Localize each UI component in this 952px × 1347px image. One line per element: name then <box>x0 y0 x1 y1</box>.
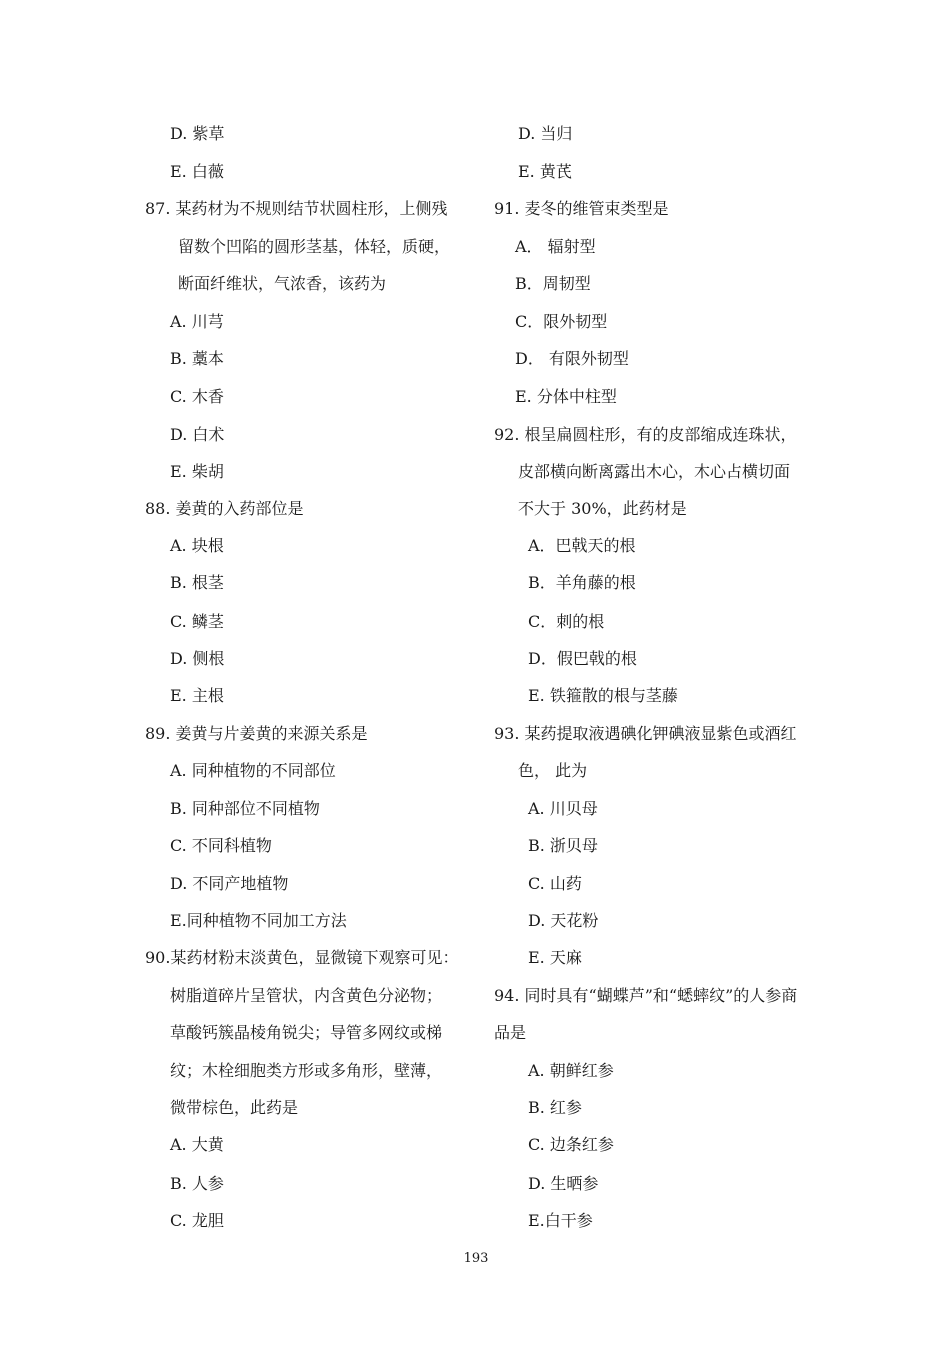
q94-option-a: A. 朝鲜红参 <box>528 1061 614 1080</box>
q92-stem-line: 不大于 30%，此药材是 <box>518 499 687 518</box>
q87-option-e: E. 柴胡 <box>170 462 224 481</box>
q91-option-c: C．限外韧型 <box>515 312 608 331</box>
q93-stem-line: 93. 某药提取液遇碘化钾碘液显紫色或酒红 <box>494 724 797 743</box>
q89-stem-line: 89. 姜黄与片姜黄的来源关系是 <box>145 724 368 743</box>
q89-option-e: E.同种植物不同加工方法 <box>170 911 347 930</box>
q94-option-b: B. 红参 <box>528 1098 582 1117</box>
q90-stem-line: 纹；木栓细胞类方形或多角形，壁薄， <box>170 1061 443 1080</box>
q90-option-e: E. 黄芪 <box>518 162 572 181</box>
q91-option-b: B．周韧型 <box>515 274 591 293</box>
q94-stem-line: 94. 同时具有“蝴蝶芦”和“蟋蟀纹”的人参商 <box>494 986 798 1005</box>
q90-stem-line: 草酸钙簇晶棱角锐尖；导管多网纹或梯 <box>170 1023 443 1042</box>
q90-option-c: C. 龙胆 <box>170 1211 224 1230</box>
q89-option-d: D. 不同产地植物 <box>170 874 289 893</box>
q88-option-c: C. 鳞茎 <box>170 612 224 631</box>
q87-stem-line: 87. 某药材为不规则结节状圆柱形，上侧残 <box>145 199 448 218</box>
q94-option-d: D. 生晒参 <box>528 1174 599 1193</box>
q89-option-c: C. 不同科植物 <box>170 836 272 855</box>
q90-option-b: B. 人参 <box>170 1174 224 1193</box>
q92-option-c: C．刺的根 <box>528 612 605 631</box>
q91-option-d: D． 有限外韧型 <box>515 349 629 368</box>
q92-stem-line: 皮部横向断离露出木心，木心占横切面 <box>518 462 791 481</box>
q86-option-d: D. 紫草 <box>170 124 225 143</box>
q87-stem-line: 留数个凹陷的圆形茎基，体轻，质硬， <box>178 237 451 256</box>
q88-option-b: B. 根茎 <box>170 573 224 592</box>
q90-option-d: D. 当归 <box>518 124 573 143</box>
q87-stem-line: 断面纤维状，气浓香，该药为 <box>178 274 387 293</box>
q87-option-d: D. 白术 <box>170 425 225 444</box>
q87-option-b: B. 藁本 <box>170 349 224 368</box>
q94-stem-line: 品是 <box>494 1023 527 1042</box>
q90-stem-line: 微带棕色，此药是 <box>170 1098 299 1117</box>
q91-stem-line: 91. 麦冬的维管束类型是 <box>494 199 669 218</box>
q88-option-e: E. 主根 <box>170 686 224 705</box>
q92-stem-line: 92. 根呈扁圆柱形，有的皮部缩成连珠状， <box>494 425 797 444</box>
page-number: 193 <box>463 1251 489 1266</box>
q92-option-a: A．巴戟天的根 <box>528 536 636 555</box>
q94-option-c: C. 边条红参 <box>528 1135 614 1154</box>
q87-option-c: C. 木香 <box>170 387 224 406</box>
q92-option-b: B．羊角藤的根 <box>528 573 636 592</box>
q88-stem-line: 88. 姜黄的入药部位是 <box>145 499 304 518</box>
q88-option-a: A. 块根 <box>170 536 224 555</box>
q93-option-a: A. 川贝母 <box>528 799 598 818</box>
q92-option-e: E. 铁箍散的根与茎藤 <box>528 686 678 705</box>
q86-option-e: E. 白薇 <box>170 162 224 181</box>
q92-option-d: D．假巴戟的根 <box>528 649 637 668</box>
q93-stem-line: 色， 此为 <box>518 761 588 780</box>
q91-option-e: E. 分体中柱型 <box>515 387 617 406</box>
q93-option-e: E. 天麻 <box>528 948 582 967</box>
q89-option-b: B. 同种部位不同植物 <box>170 799 320 818</box>
q93-option-c: C. 山药 <box>528 874 582 893</box>
q93-option-d: D. 天花粉 <box>528 911 599 930</box>
q90-stem-line: 90.某药材粉末淡黄色，显微镜下观察可见： <box>145 948 459 967</box>
q91-option-a: A． 辐射型 <box>515 237 596 256</box>
q88-option-d: D. 侧根 <box>170 649 225 668</box>
q90-stem-line: 树脂道碎片呈管状，内含黄色分泌物； <box>170 986 443 1005</box>
q90-option-a: A. 大黄 <box>170 1135 224 1154</box>
q93-option-b: B. 浙贝母 <box>528 836 598 855</box>
q89-option-a: A. 同种植物的不同部位 <box>170 761 336 780</box>
q94-option-e: E.白干参 <box>528 1211 593 1230</box>
q87-option-a: A. 川芎 <box>170 312 224 331</box>
